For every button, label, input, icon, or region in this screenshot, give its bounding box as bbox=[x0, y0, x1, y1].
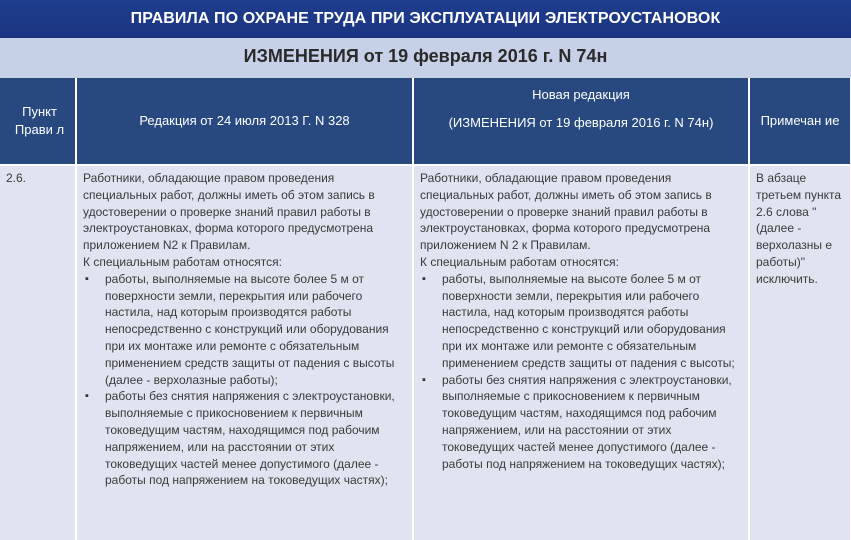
comparison-table bbox=[0, 78, 851, 540]
new-intro: Работники, обладающие правом проведения специальных работ, должны иметь об этом запись в удостоверении о проверке знаний правил работы в электроустановках, форма которого предусмотрена приложением N 2 к Правилам. bbox=[420, 171, 712, 253]
list-item: ▪ работы без снятия напряжения с электроустановки, выполняемые с прикосновением к первичным токоведущим частям, находящимся под рабочим напряжением, или на расстоянии от этих токоведущих частей менее допустимого (далее - работы под напряжением на токоведущих частях); bbox=[83, 388, 408, 489]
old-intro: Работники, обладающие правом проведения специальных работ, должны иметь об этом запись в удостоверении о проверке знаний правил работы в электроустановках, форма которого предусмотрена приложением N2 к Правилам. bbox=[83, 171, 375, 253]
cell-old-edition bbox=[76, 165, 413, 540]
column-header-point: Пункт Прави л bbox=[0, 78, 76, 165]
note-text: В абзаце третьем пункта 2.6 слова "(далее - верхолазны е работы)" исключить. bbox=[756, 171, 841, 286]
column-header-new-edition-source: (ИЗМЕНЕНИЯ от 19 февраля 2016 г. N 74н) bbox=[448, 115, 714, 130]
column-header-old-edition: Редакция от 24 июля 2013 Г. N 328 bbox=[76, 78, 413, 165]
table-row bbox=[0, 165, 851, 540]
new-list-title: К специальным работам относятся: bbox=[420, 254, 619, 269]
list-item: ▪ работы, выполняемые на высоте более 5 м от поверхности земли, перекрытия или рабочего настила, над которым производятся работы непосредственно с конструкций или оборудования при их монтаже или ремонте с обязательным применением средств защиты от падения с высоты (далее - верхолазные работы); bbox=[83, 271, 408, 389]
column-header-new-edition bbox=[413, 78, 749, 165]
old-list-title: К специальным работам относятся: bbox=[83, 254, 282, 269]
old-work-list bbox=[83, 271, 408, 489]
subtitle-text: ИЗМЕНЕНИЯ от 19 февраля 2016 г. N 74н bbox=[243, 46, 608, 66]
cell-point bbox=[0, 165, 76, 540]
page-title: ПРАВИЛА ПО ОХРАНЕ ТРУДА ПРИ ЭКСПЛУАТАЦИИ ЭЛЕКТРОУСТАНОВОК bbox=[0, 0, 851, 38]
new-work-list bbox=[420, 271, 744, 473]
point-number: 2.6. bbox=[6, 171, 27, 185]
column-header-new-edition-title: Новая редакция bbox=[532, 87, 630, 102]
cell-note bbox=[749, 165, 851, 540]
table-header-row bbox=[0, 78, 851, 165]
list-item: ▪ работы без снятия напряжения с электроустановки, выполняемые с прикосновением к первичным токоведущим частям, находящимся под рабочим напряжением, или на расстоянии от этих токоведущих частей менее допустимого (далее - работы под напряжением на токоведущих частях); bbox=[420, 372, 744, 473]
cell-new-edition bbox=[413, 165, 749, 540]
column-header-note: Примечан ие bbox=[749, 78, 851, 165]
list-item: ▪ работы, выполняемые на высоте более 5 м от поверхности земли, перекрытия или рабочего настила, над которым производятся работы непосредственно с конструкций или оборудования при их монтаже или ремонте с обязательным применением средств защиты от падения с высоты; bbox=[420, 271, 744, 372]
